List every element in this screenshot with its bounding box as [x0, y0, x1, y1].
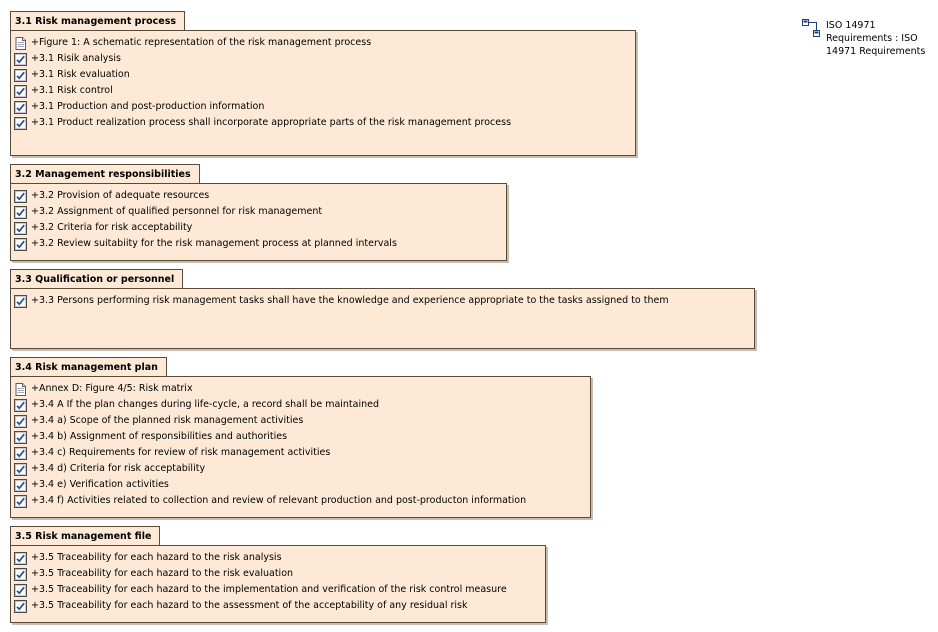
package-qualification-personnel[interactable] [10, 269, 755, 349]
list-item[interactable] [14, 550, 545, 566]
list-item[interactable] [14, 582, 545, 598]
requirement-check-icon [14, 479, 27, 492]
list-item[interactable] [14, 35, 635, 51]
package-body [10, 376, 591, 518]
list-item[interactable] [14, 188, 506, 204]
item-label: +3.4 e) Verification activities [31, 479, 169, 490]
package-management-responsibilities[interactable] [10, 164, 507, 261]
package-title-tab: 3.3 Qualification or personnel [10, 269, 183, 288]
item-label: +3.2 Assignment of qualified personnel for risk management [31, 206, 323, 217]
list-item[interactable] [14, 293, 754, 309]
package-body [10, 545, 546, 623]
requirement-check-icon [14, 463, 27, 476]
requirement-check-icon [14, 117, 27, 130]
package-body [10, 288, 755, 349]
list-item[interactable] [14, 397, 590, 413]
item-label: +3.1 Risik analysis [31, 53, 121, 64]
requirement-check-icon [14, 552, 27, 565]
package-body [10, 30, 636, 156]
item-label: +3.4 f) Activities related to collection and review of relevant production and post-producton information [31, 495, 527, 506]
package-title-tab: 3.4 Risk management plan [10, 357, 167, 376]
legend-line: 14971 Requirements [826, 46, 926, 57]
item-label: +3.5 Traceability for each hazard to the risk analysis [31, 552, 282, 563]
list-item[interactable] [14, 477, 590, 493]
item-label: +3.4 a) Scope of the planned risk management activities [31, 415, 304, 426]
diagram-legend[interactable] [802, 19, 925, 58]
package-risk-management-plan[interactable] [10, 357, 591, 518]
requirement-check-icon [14, 69, 27, 82]
list-item[interactable] [14, 493, 590, 509]
list-item[interactable] [14, 445, 590, 461]
item-label: +3.3 Persons performing risk management tasks shall have the knowledge and experience appropriate to the tasks assigned to them [31, 295, 669, 306]
list-item[interactable] [14, 429, 590, 445]
requirement-check-icon [14, 85, 27, 98]
requirement-check-icon [14, 600, 27, 613]
item-label: +3.1 Product realization process shall incorporate appropriate parts of the risk management process [31, 117, 512, 128]
item-label: +3.1 Risk control [31, 85, 113, 96]
package-risk-management-file[interactable] [10, 526, 546, 623]
requirement-check-icon [14, 222, 27, 235]
item-label: +3.1 Risk evaluation [31, 69, 130, 80]
item-label: +3.2 Provision of adequate resources [31, 190, 210, 201]
requirement-check-icon [14, 295, 27, 308]
requirement-check-icon [14, 238, 27, 251]
package-risk-management-process[interactable] [10, 11, 636, 156]
legend-text [826, 19, 925, 58]
item-label: +3.4 b) Assignment of responsibilities and authorities [31, 431, 288, 442]
list-item[interactable] [14, 413, 590, 429]
item-label: +Figure 1: A schematic representation of the risk management process [31, 37, 372, 48]
item-label: +3.1 Production and post-production information [31, 101, 265, 112]
document-icon [14, 37, 27, 50]
requirement-check-icon [14, 206, 27, 219]
legend-line: ISO 14971 [826, 20, 876, 31]
list-item[interactable] [14, 381, 590, 397]
requirement-check-icon [14, 53, 27, 66]
item-label: +Annex D: Figure 4/5: Risk matrix [31, 383, 193, 394]
item-label: +3.4 d) Criteria for risk acceptability [31, 463, 206, 474]
list-item[interactable] [14, 115, 635, 131]
list-item[interactable] [14, 99, 635, 115]
item-label: +3.5 Traceability for each hazard to the risk evaluation [31, 568, 294, 579]
requirement-check-icon [14, 415, 27, 428]
list-item[interactable] [14, 598, 545, 614]
requirement-check-icon [14, 101, 27, 114]
requirement-check-icon [14, 495, 27, 508]
requirement-check-icon [14, 584, 27, 597]
list-item[interactable] [14, 236, 506, 252]
requirement-check-icon [14, 568, 27, 581]
item-label: +3.4 c) Requirements for review of risk management activities [31, 447, 331, 458]
package-title-tab: 3.5 Risk management file [10, 526, 160, 545]
item-label: +3.5 Traceability for each hazard to the implementation and verification of the risk control measure [31, 584, 507, 595]
requirement-check-icon [14, 447, 27, 460]
document-icon [14, 383, 27, 396]
item-label: +3.5 Traceability for each hazard to the assessment of the acceptability of any residual risk [31, 600, 468, 611]
requirement-check-icon [14, 431, 27, 444]
item-label: +3.4 A If the plan changes during life-cycle, a record shall be maintained [31, 399, 380, 410]
package-diagram-icon [802, 19, 820, 37]
list-item[interactable] [14, 67, 635, 83]
legend-line: Requirements : ISO [826, 33, 918, 44]
item-label: +3.2 Criteria for risk acceptability [31, 222, 193, 233]
list-item[interactable] [14, 83, 635, 99]
list-item[interactable] [14, 204, 506, 220]
requirement-check-icon [14, 190, 27, 203]
list-item[interactable] [14, 51, 635, 67]
package-title-tab: 3.2 Management responsibilities [10, 164, 200, 183]
item-label: +3.2 Review suitabiity for the risk management process at planned intervals [31, 238, 397, 249]
list-item[interactable] [14, 461, 590, 477]
package-body [10, 183, 507, 261]
package-title-tab: 3.1 Risk management process [10, 11, 185, 30]
list-item[interactable] [14, 566, 545, 582]
list-item[interactable] [14, 220, 506, 236]
requirement-check-icon [14, 399, 27, 412]
